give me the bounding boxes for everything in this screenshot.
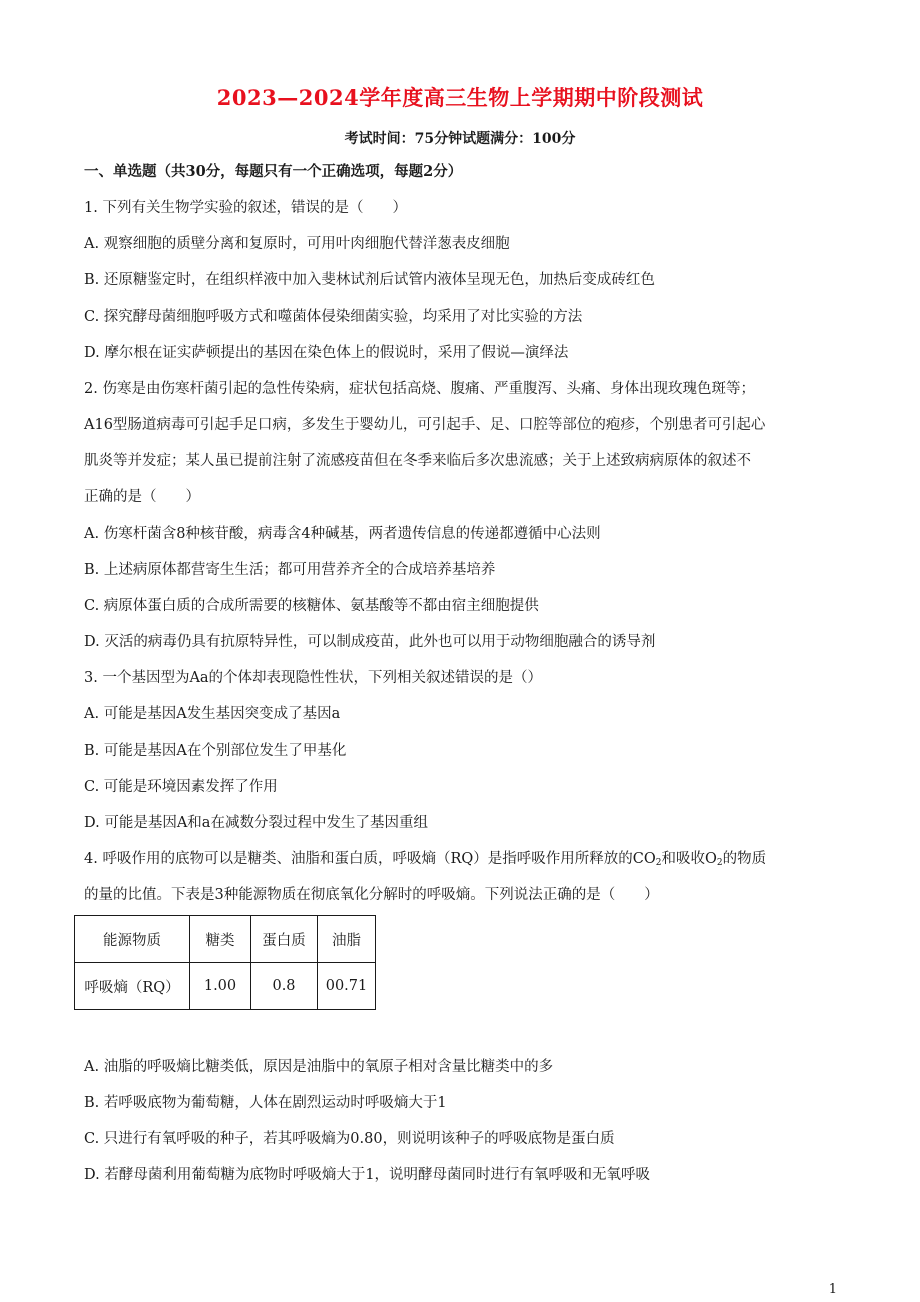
q4-option-c: C. 只进行有氧呼吸的种子，若其呼吸熵为0.80，则说明该种子的呼吸底物是蛋白质 <box>84 1131 615 1147</box>
q4-stem-line1 <box>84 849 766 873</box>
co2-subscript: 2 <box>655 858 662 868</box>
q1-stem: 1. 下列有关生物学实验的叙述，错误的是（ ） <box>84 200 407 216</box>
rq-table <box>74 915 376 1010</box>
q4-option-a: A. 油脂的呼吸熵比糖类低，原因是油脂中的氧原子相对含量比糖类中的多 <box>84 1059 554 1075</box>
q3-option-c: C. 可能是环境因素发挥了作用 <box>84 779 278 795</box>
q4-option-b: B. 若呼吸底物为葡萄糖，人体在剧烈运动时呼吸熵大于1 <box>84 1095 447 1111</box>
q1-option-b: B. 还原糖鉴定时，在组织样液中加入斐林试剂后试管内液体呈现无色，加热后变成砖红色 <box>84 272 655 288</box>
q4-stem-part: 4. 呼吸作用的底物可以是糖类、油脂和蛋白质，呼吸熵（RQ）是指呼吸作用所释放的CO <box>84 851 656 867</box>
q2-option-a: A. 伤寒杆菌含8种核苷酸，病毒含4种碱基，两者遗传信息的传递都遵循中心法则 <box>84 526 601 542</box>
page-title: 2023—2024学年度高三生物上学期期中阶段测试 <box>216 85 704 110</box>
q3-option-a: A. 可能是基因A发生基因突变成了基因a <box>84 706 341 722</box>
q4-stem-part: 的物质 <box>722 851 767 867</box>
exam-info: 考试时间：75分钟试题满分：100分 <box>344 131 576 147</box>
table-cell: 呼吸熵（RQ） <box>75 963 190 1010</box>
q4-stem-part: 和吸收O <box>661 851 717 867</box>
section-heading: 一、单选题（共30分，每题只有一个正确选项，每题2分） <box>84 163 463 180</box>
table-header-row <box>75 916 376 963</box>
q1-option-a: A. 观察细胞的质壁分离和复原时，可用叶肉细胞代替洋葱表皮细胞 <box>84 236 510 252</box>
q4-option-d: D. 若酵母菌利用葡萄糖为底物时呼吸熵大于1，说明酵母菌同时进行有氧呼吸和无氧呼吸 <box>84 1167 651 1183</box>
table-row <box>75 963 376 1010</box>
q3-option-b: B. 可能是基因A在个别部位发生了甲基化 <box>84 743 347 759</box>
q2-option-b: B. 上述病原体都营寄生生活；都可用营养齐全的合成培养基培养 <box>84 562 496 578</box>
q1-option-d: D. 摩尔根在证实萨顿提出的基因在染色体上的假说时，采用了假说—演绎法 <box>84 345 569 361</box>
q2-stem-line: 正确的是（ ） <box>84 489 200 505</box>
table-cell: 00.71 <box>318 963 376 1010</box>
q2-stem-line: 2. 伤寒是由伤寒杆菌引起的急性传染病，症状包括高烧、腹痛、严重腹泻、头痛、身体出现玫瑰色斑等； <box>84 381 755 397</box>
q4-stem-line2: 的量的比值。下表是3种能源物质在彻底氧化分解时的呼吸熵。下列说法正确的是（ ） <box>84 887 659 903</box>
table-header-cell: 能源物质 <box>75 916 190 963</box>
q2-stem-line: A16型肠道病毒可引起手足口病，多发生于婴幼儿，可引起手、足、口腔等部位的疱疹，个别患者可引起心 <box>84 417 766 433</box>
table-header-cell: 油脂 <box>318 916 376 963</box>
q2-stem-line: 肌炎等并发症；某人虽已提前注射了流感疫苗但在冬季来临后多次患流感；关于上述致病病原体的叙述不 <box>84 453 751 469</box>
table-header-cell: 糖类 <box>190 916 251 963</box>
q1-option-c: C. 探究酵母菌细胞呼吸方式和噬菌体侵染细菌实验，均采用了对比实验的方法 <box>84 309 583 325</box>
q2-option-d: D. 灭活的病毒仍具有抗原特异性，可以制成疫苗，此外也可以用于动物细胞融合的诱导剂 <box>84 634 656 650</box>
o2-subscript: 2 <box>716 858 723 868</box>
page-number: 1 <box>828 1282 837 1297</box>
q2-option-c: C. 病原体蛋白质的合成所需要的核糖体、氨基酸等不都由宿主细胞提供 <box>84 598 539 614</box>
q3-option-d: D. 可能是基因A和a在减数分裂过程中发生了基因重组 <box>84 815 428 831</box>
table-header-cell: 蛋白质 <box>251 916 318 963</box>
q3-stem: 3. 一个基因型为Aa的个体却表现隐性性状，下列相关叙述错误的是（） <box>84 670 543 686</box>
table-cell: 0.8 <box>251 963 318 1010</box>
table-cell: 1.00 <box>190 963 251 1010</box>
